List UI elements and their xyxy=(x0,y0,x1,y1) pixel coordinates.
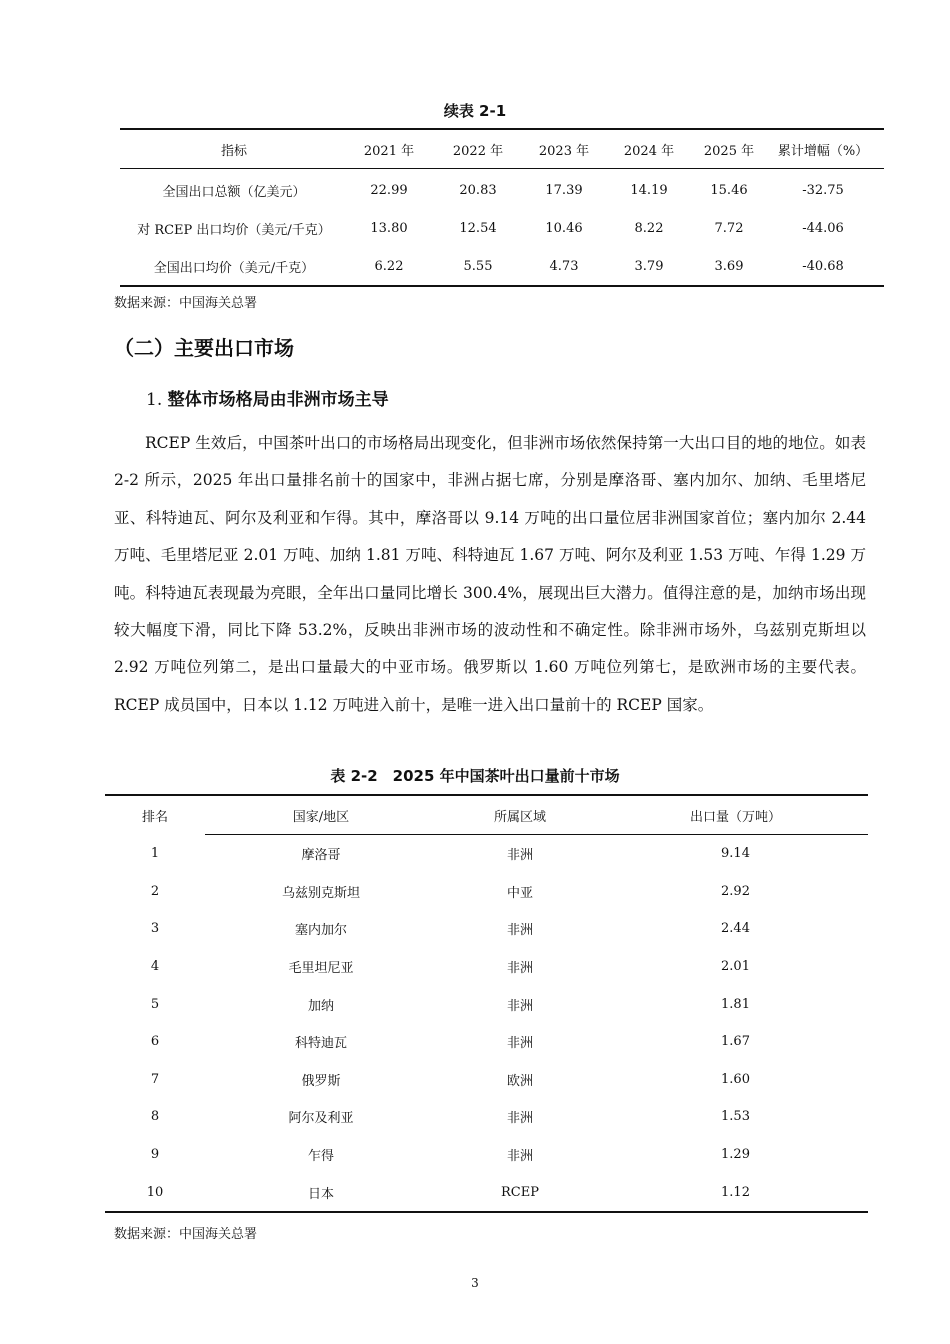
subsection-heading xyxy=(146,385,389,410)
table-row xyxy=(120,169,884,210)
table2-header: 所属区域 xyxy=(437,795,603,835)
table1-header: 指标 xyxy=(120,129,348,169)
table-cell: 摩洛哥 xyxy=(301,848,341,864)
table1-header: 2021 年 xyxy=(348,129,430,169)
table-row xyxy=(105,835,868,873)
table-cell: 17.39 xyxy=(545,182,583,198)
table-cell: 22.99 xyxy=(370,182,408,198)
table-cell: 6 xyxy=(150,1034,160,1050)
table-cell: 12.54 xyxy=(459,220,497,236)
table-cell: 5 xyxy=(150,996,160,1012)
table1-header: 2023 年 xyxy=(526,129,602,169)
table-row xyxy=(105,1061,868,1099)
table-cell: 8 xyxy=(150,1109,160,1125)
table-cell: 欧洲 xyxy=(506,1073,533,1089)
table-cell: 非洲 xyxy=(506,848,533,864)
table-row xyxy=(120,247,884,286)
table-cell: 对 RCEP 出口均价（美元/千克） xyxy=(137,222,331,238)
table-cell: 4.73 xyxy=(549,258,579,274)
table-cell: 非洲 xyxy=(506,998,533,1014)
table-cell: 阿尔及利亚 xyxy=(288,1111,354,1127)
table-cell: 10.46 xyxy=(545,220,583,236)
table-cell: -44.06 xyxy=(802,220,844,236)
table-cell: 中亚 xyxy=(506,885,533,901)
table-cell: 非洲 xyxy=(506,961,533,977)
table-row xyxy=(105,1173,868,1212)
table-cell: 13.80 xyxy=(370,220,408,236)
table-cell: 2.92 xyxy=(721,883,750,899)
subsection-title: 整体市场格局由非洲市场主导 xyxy=(167,390,389,410)
table-cell: RCEP xyxy=(501,1184,539,1200)
table-cell: 1.12 xyxy=(721,1184,750,1200)
table1-header: 2024 年 xyxy=(602,129,696,169)
table-cell: 非洲 xyxy=(506,1111,533,1127)
table-cell: 非洲 xyxy=(506,923,533,939)
body-paragraph: RCEP 生效后，中国茶叶出口的市场格局出现变化，但非洲市场依然保持第一大出口目的地的地位。如表 2-2 所示，2025 年出口量排名前十的国家中，非洲占据七席，分别是摩洛哥、塞内加尔、加纳、毛里塔尼亚、科特迪瓦、阿尔及利亚和乍得。其中，摩洛哥以 9.14 万吨的出口量位居非洲国家首位；塞内加尔 2.44 万吨、毛里塔尼亚 2.01 万吨、加纳 1.81 万吨、科特迪瓦 1.67 万吨、阿尔及利亚 1.53 万吨、乍得 1.29 万吨。科特迪瓦表现最为亮眼，全年出口量同比增长 300.4%，展现出巨大潜力。值得注意的是，加纳市场出现较大幅度下滑，同比下降 53.2%，反映出非洲市场的波动性和不确定性。除非洲市场外，乌兹别克斯坦以 2.92 万吨位列第二，是出口量最大的中亚市场。俄罗斯以 1.60 万吨位列第七，是欧洲市场的主要代表。RCEP 成员国中，日本以 1.12 万吨进入前十，是唯一进入出口量前十的 RCEP 国家。 xyxy=(114,434,866,714)
table-cell: 乍得 xyxy=(307,1149,334,1165)
table-cell: 5.55 xyxy=(463,258,493,274)
table-row xyxy=(120,209,884,247)
table2 xyxy=(105,794,868,1213)
table-cell: 全国出口均价（美元/千克） xyxy=(153,260,315,276)
table-cell: 14.19 xyxy=(630,182,668,198)
table-cell: 毛里坦尼亚 xyxy=(288,961,354,977)
table2-header: 国家/地区 xyxy=(205,795,437,835)
table-row xyxy=(105,1098,868,1136)
table1-header-row xyxy=(120,129,884,169)
table-cell: 3.79 xyxy=(634,258,664,274)
table2-header-row xyxy=(105,795,868,835)
table-cell: 10 xyxy=(146,1184,164,1200)
table-cell: -40.68 xyxy=(802,258,844,274)
table-cell: 4 xyxy=(150,959,160,975)
table-cell: 1.53 xyxy=(721,1109,750,1125)
table-cell: 加纳 xyxy=(307,998,334,1014)
table-cell: 1.81 xyxy=(721,996,750,1012)
table-cell: 7 xyxy=(150,1071,160,1087)
subsection-number: 1. xyxy=(146,390,163,410)
table-cell: 1.60 xyxy=(721,1071,750,1087)
table-cell: 2 xyxy=(150,883,160,899)
section-heading: （二）主要出口市场 xyxy=(114,336,294,360)
table-cell: 2.01 xyxy=(721,959,750,975)
table-row xyxy=(105,910,868,948)
table-cell: 非洲 xyxy=(506,1036,533,1052)
table1-caption: 续表 2-1 xyxy=(443,102,507,120)
table-row xyxy=(105,873,868,911)
table-cell: 日本 xyxy=(307,1186,334,1202)
table-cell: 1 xyxy=(150,846,160,862)
table-cell: 俄罗斯 xyxy=(301,1073,341,1089)
table2-caption: 表 2-2 2025 年中国茶叶出口量前十市场 xyxy=(330,767,620,785)
table-cell: 1.67 xyxy=(721,1034,750,1050)
table-row xyxy=(105,985,868,1023)
table1-source: 数据来源：中国海关总署 xyxy=(114,296,258,311)
table2-header: 出口量（万吨） xyxy=(603,795,868,835)
table-cell: 科特迪瓦 xyxy=(294,1036,347,1052)
table-row xyxy=(105,1136,868,1174)
table-cell: 乌兹别克斯坦 xyxy=(281,885,360,901)
table2-header: 排名 xyxy=(141,809,168,825)
table-cell: 非洲 xyxy=(506,1149,533,1165)
table-cell: 塞内加尔 xyxy=(294,923,347,939)
table-cell: 9.14 xyxy=(721,846,750,862)
table1-header: 累计增幅（%） xyxy=(762,129,884,169)
table-cell: 全国出口总额（亿美元） xyxy=(162,184,306,200)
table-cell: 20.83 xyxy=(459,182,497,198)
page-number: 3 xyxy=(471,1276,479,1290)
table-cell: 9 xyxy=(150,1147,160,1163)
table-cell: 1.29 xyxy=(721,1147,750,1163)
table1 xyxy=(120,128,884,287)
table-cell: 8.22 xyxy=(634,220,664,236)
table1-header: 2022 年 xyxy=(430,129,526,169)
table-cell: 7.72 xyxy=(714,220,744,236)
table-cell: 3.69 xyxy=(714,258,744,274)
table1-header: 2025 年 xyxy=(696,129,762,169)
table-cell: 3 xyxy=(150,921,160,937)
table-row xyxy=(105,1023,868,1061)
table-cell: 15.46 xyxy=(710,182,748,198)
table2-source: 数据来源：中国海关总署 xyxy=(114,1227,258,1242)
table-cell: 6.22 xyxy=(374,258,404,274)
table-row xyxy=(105,948,868,986)
table-cell: 2.44 xyxy=(721,921,750,937)
table-cell: -32.75 xyxy=(802,182,844,198)
